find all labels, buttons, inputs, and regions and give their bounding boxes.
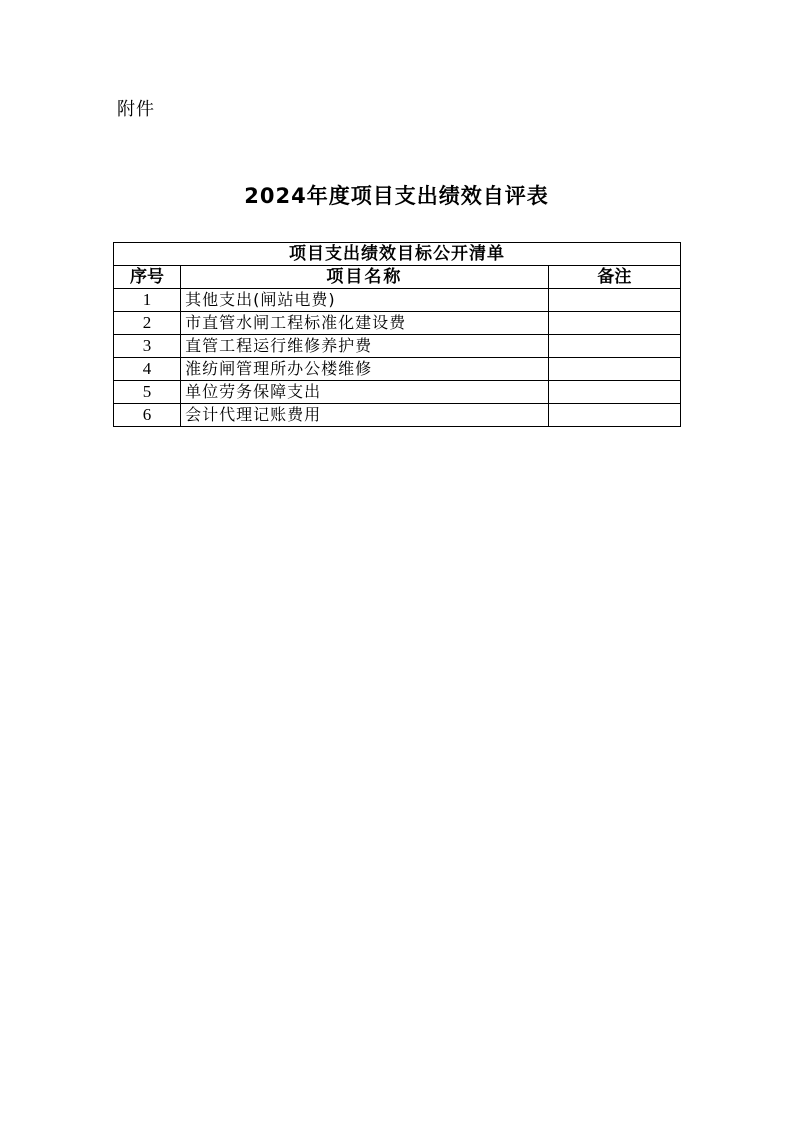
- table-row: [114, 381, 681, 404]
- row-project-name: 其他支出(闸站电费): [181, 289, 549, 312]
- document-title: 2024年度项目支出绩效自评表: [244, 184, 549, 208]
- table-row: [114, 358, 681, 381]
- row-serial-number: 2: [114, 312, 181, 335]
- attachment-label: 附件: [117, 99, 155, 120]
- table-caption-row: [114, 243, 681, 266]
- row-project-name: 淮纺闸管理所办公楼维修: [181, 358, 549, 381]
- header-serial-number: 序号: [114, 266, 181, 289]
- project-list-table: [113, 242, 681, 427]
- table-header-row: [114, 266, 681, 289]
- row-serial-number: 5: [114, 381, 181, 404]
- row-remarks: [548, 312, 680, 335]
- row-project-name: 会计代理记账费用: [181, 404, 549, 427]
- row-serial-number: 1: [114, 289, 181, 312]
- row-serial-number: 6: [114, 404, 181, 427]
- table-row: [114, 312, 681, 335]
- row-project-name: 市直管水闸工程标准化建设费: [181, 312, 549, 335]
- row-remarks: [548, 335, 680, 358]
- row-remarks: [548, 358, 680, 381]
- header-remarks: 备注: [548, 266, 680, 289]
- row-remarks: [548, 381, 680, 404]
- row-project-name: 单位劳务保障支出: [181, 381, 549, 404]
- row-serial-number: 3: [114, 335, 181, 358]
- row-serial-number: 4: [114, 358, 181, 381]
- row-remarks: [548, 289, 680, 312]
- row-project-name: 直管工程运行维修养护费: [181, 335, 549, 358]
- table-row: [114, 404, 681, 427]
- row-remarks: [548, 404, 680, 427]
- table-row: [114, 335, 681, 358]
- table-caption: 项目支出绩效目标公开清单: [114, 243, 681, 266]
- header-project-name: 项目名称: [181, 266, 549, 289]
- table-row: [114, 289, 681, 312]
